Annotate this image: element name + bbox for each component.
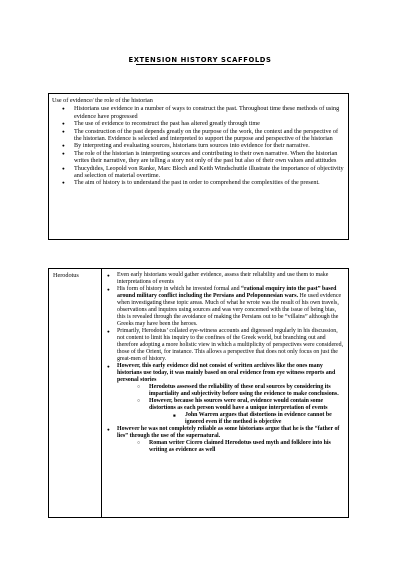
intro-bullet: ● The role of the historian is interpreting sources and contributing to their own narrative. When the historian writes their narrative, they are telling a story not only of the past but also of their own values and attitudes <box>52 150 344 165</box>
herodotus-notes-cell <box>105 272 345 454</box>
sub-bullet: ○ Herodotus assessed the reliability of these oral sources by considering its impartiality and subjectivity before using the evidence to make conclusions. <box>137 384 345 398</box>
note-bullet: ● Primarily, Herodotus’ collated eye-witness accounts and digressed regularly in his discussion, not content to limit his inquiry to the confines of the Greek world, but branching out and therefore adopting a more holistic view in which a multiplicity of perspectives were considered, those of the Orient, for instance. This allows a perspective that does not only focus on just the great-men of history. <box>105 328 345 363</box>
sub-bullet <box>137 398 345 426</box>
sub-bullet-list <box>137 384 345 426</box>
intro-box <box>48 93 349 240</box>
note-bullet: ● Even early historians would gather evidence, assess their reliability and use them to make interpretations of events <box>105 272 345 286</box>
intro-bullet: ● The construction of the past depends greatly on the purpose of the work, the context and the perspective of the historian. Evidence is selected and interpreted to support the purpose and perspective of the historian <box>52 128 344 143</box>
column-divider <box>101 269 102 517</box>
intro-bullet: ● The aim of history is to understand the past in order to comprehend the complexities of the present. <box>52 179 344 186</box>
note-bullet <box>105 286 345 328</box>
note-bold-text: “rational enquiry into the past” based around military conflict including the Persians and Peloponnesian wars. <box>117 286 337 299</box>
herodotus-bullet-list <box>105 272 345 454</box>
note-bold-text: However he was not completely reliable as some historians argue that he is the “father of lies” through the use of the supernatural. <box>117 426 340 439</box>
intro-bullet-list <box>52 105 344 186</box>
page-title: EXTENSION HISTORY SCAFFOLDS <box>128 56 272 64</box>
intro-bullet: ● Historians use evidence in a number of ways to construct the past. Throughout time these methods of using evidence have progressed <box>52 105 344 120</box>
note-bullet <box>105 426 345 454</box>
note-text: His form of history in which he invested formal and <box>117 286 242 292</box>
intro-heading: Use of evidence/ the role of the historian <box>52 97 153 104</box>
note-text: He used evidence when investigating these topic areas. Much of what he wrote was the result of his own travels, observations and inquires using sources and was very concerned with the issue of being bias, this is revealed through the avoidance of making the Persians out to be “villains” although the Greeks may have been the heroes. <box>117 293 342 327</box>
sub-sub-bullet: ■ John Warren argues that distortions in evidence cannot be ignored even if the method is objective <box>173 412 345 426</box>
sub-bullet: ○ Roman writer Cicero claimed Herodotus used myth and folklore into his writing as evidence as well <box>137 440 345 454</box>
note-bold-text: However, this early evidence did not consist of written archives like the ones many historians use today, it was mainly based on oral evidence from eye witness reports and personal stories <box>117 363 336 383</box>
intro-bullet: ● By interpreting and evaluating sources, historians turn sources into evidence for their narrative. <box>52 142 344 149</box>
intro-bullet: ● The use of evidence to reconstruct the past has altered greatly through time <box>52 120 344 127</box>
title-underline <box>136 64 264 65</box>
herodotus-table <box>48 268 349 518</box>
sub-bullet-text: However, because his sources were oral, evidence would contain some distortions as each person would have a unique interpretation of events <box>149 398 328 411</box>
note-bullet <box>105 363 345 426</box>
sub-sub-bullet-list <box>173 412 345 426</box>
sub-bullet-list <box>137 440 345 454</box>
intro-bullet: ● Thucydides, Leopold von Ranke, Marc Bloch and Keith Windschuttle illustrate the importance of objectivity and selection of material overtime. <box>52 165 344 180</box>
row-label-herodotus: Herodotus <box>53 272 79 279</box>
